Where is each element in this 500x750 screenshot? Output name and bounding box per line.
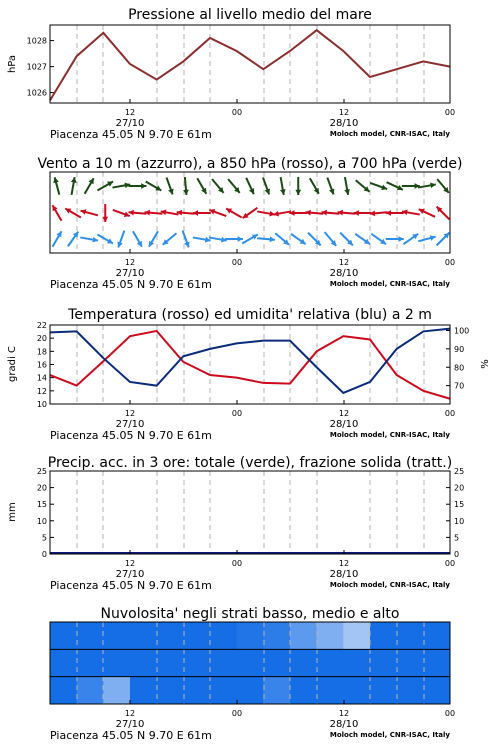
y-tick-label: 15 [36, 500, 47, 510]
location-label: Piacenza 45.05 N 9.70 E 61m [50, 729, 212, 742]
cloud-cell [317, 677, 344, 704]
y-tick-label: 20 [36, 483, 47, 493]
cloud-cell [157, 649, 184, 676]
y-tick-label: 10 [36, 516, 47, 526]
date-label: 28/10 [329, 419, 359, 430]
cloud-cell [50, 649, 77, 676]
cloud-cell [130, 677, 157, 704]
y-tick-label: 1028 [26, 36, 47, 46]
cloud-cell [50, 677, 77, 704]
cloud-cell [237, 622, 264, 649]
wind-arrow-head [305, 210, 310, 216]
date-label: 28/10 [329, 268, 359, 279]
y-axis-label: mm [7, 502, 18, 522]
x-tick-label: 12 [124, 108, 136, 117]
cloud-cell [263, 677, 290, 704]
y-tick-label: 18 [36, 347, 47, 357]
cloud-cell [183, 622, 210, 649]
x-tick-label: 00 [231, 258, 243, 267]
wind-arrow-head [354, 210, 359, 216]
cloud-cell [290, 677, 317, 704]
cloud-cell [157, 622, 184, 649]
precipitation-panel [7, 455, 464, 592]
chart-title: Pressione al livello medio del mare [128, 7, 372, 23]
cloud-cell [423, 649, 450, 676]
x-tick-label: 00 [444, 409, 456, 418]
location-label: Piacenza 45.05 N 9.70 E 61m [50, 128, 212, 141]
y-tick-label: 1027 [26, 62, 47, 72]
cloud-cell [263, 649, 290, 676]
chart-title: Vento a 10 m (azzurro), a 850 hPa (rosso), a 700 hPa (verde) [37, 156, 463, 172]
cloud-cell [370, 622, 397, 649]
cloud-cell [343, 649, 370, 676]
pressure-panel [7, 7, 455, 141]
y-axis-label: hPa [7, 54, 18, 74]
x-tick-label: 12 [124, 409, 136, 418]
y-tick-label: 5 [41, 533, 47, 543]
y-tick-label-right: 25 [454, 467, 465, 476]
y-tick-label-right: 5 [454, 533, 460, 543]
cloud-panel [50, 606, 455, 742]
date-label: 27/10 [115, 419, 145, 430]
y-tick-label: 20 [36, 334, 47, 344]
cloud-cell [130, 622, 157, 649]
cloud-cell [77, 677, 104, 704]
date-label: 27/10 [115, 268, 145, 279]
date-label: 27/10 [115, 569, 145, 580]
x-tick-label: 00 [444, 108, 456, 117]
date-label: 28/10 [329, 569, 359, 580]
cloud-cell [423, 622, 450, 649]
x-tick-label: 00 [444, 709, 456, 718]
y-tick-label: 12 [36, 386, 47, 396]
cloud-cell [210, 677, 237, 704]
wind-arrow-head [270, 236, 275, 242]
cloud-cell [290, 649, 317, 676]
y-tick-label: 14 [36, 373, 47, 383]
x-tick-label: 00 [231, 108, 243, 117]
chart-title: Nuvolosita' negli strati basso, medio e alto [100, 606, 400, 622]
wind-arrow-head [238, 236, 243, 242]
date-label: 27/10 [115, 719, 145, 730]
location-label: Piacenza 45.05 N 9.70 E 61m [50, 278, 212, 291]
cloud-cell [183, 649, 210, 676]
cloud-cell [157, 677, 184, 704]
humidity-line [50, 329, 450, 393]
wind-panel [37, 156, 462, 291]
cloud-cell [210, 622, 237, 649]
y-tick-label-right: 10 [454, 516, 465, 526]
location-label: Piacenza 45.05 N 9.70 E 61m [50, 579, 212, 592]
wind-arrow-head [193, 210, 198, 216]
y-tick-label-right: 80 [454, 363, 465, 373]
y-axis-label-right: % [480, 359, 491, 369]
cloud-cell [130, 649, 157, 676]
cloud-cell [343, 622, 370, 649]
plot-frame [50, 25, 450, 103]
cloud-cell [77, 622, 104, 649]
cloud-cell [370, 649, 397, 676]
temperature-panel [7, 307, 491, 442]
model-credit: Moloch model, CNR-ISAC, Italy [329, 581, 450, 589]
wind-arrow-head [128, 210, 133, 216]
cloud-cell [210, 649, 237, 676]
cloud-cell [343, 677, 370, 704]
x-tick-label: 12 [124, 559, 136, 568]
y-tick-label-right: 20 [454, 483, 465, 493]
wind-arrow-head [370, 210, 375, 216]
cloud-cell [290, 622, 317, 649]
pressure-line [50, 30, 450, 100]
x-tick-label: 12 [338, 709, 350, 718]
cloud-cell [397, 622, 424, 649]
cloud-cell [397, 677, 424, 704]
cloud-cell [103, 622, 130, 649]
cloud-cell [50, 622, 77, 649]
x-tick-label: 12 [124, 258, 136, 267]
model-credit: Moloch model, CNR-ISAC, Italy [329, 280, 450, 288]
y-tick-label: 16 [36, 360, 47, 370]
x-tick-label: 12 [338, 108, 350, 117]
plot-frame [50, 471, 450, 554]
y-axis-label: gradi C [7, 346, 18, 382]
chart-title: Temperatura (rosso) ed umidita' relativa (blu) a 2 m [68, 307, 432, 323]
y-tick-label: 10 [36, 400, 47, 409]
cloud-cell [397, 649, 424, 676]
y-tick-label-right: 100 [454, 326, 470, 336]
y-tick-label-right: 70 [454, 381, 465, 391]
x-tick-label: 00 [231, 559, 243, 568]
x-tick-label: 12 [338, 559, 350, 568]
location-label: Piacenza 45.05 N 9.70 E 61m [50, 429, 212, 442]
cloud-cell [370, 677, 397, 704]
cloud-cell [237, 649, 264, 676]
cloud-cell [103, 649, 130, 676]
wind-arrow-head [386, 210, 391, 216]
x-tick-label: 12 [124, 709, 136, 718]
y-tick-label: 1026 [26, 88, 47, 98]
cloud-cell [183, 677, 210, 704]
y-tick-label-right: 90 [454, 344, 465, 354]
y-tick-label: 0 [41, 550, 47, 559]
cloud-cell [263, 622, 290, 649]
chart-title: Precip. acc. in 3 ore: totale (verde), frazione solida (tratt.) [47, 455, 453, 471]
wind-arrow-head [398, 236, 403, 242]
model-credit: Moloch model, CNR-ISAC, Italy [329, 431, 450, 439]
cloud-cell [317, 622, 344, 649]
date-label: 28/10 [329, 719, 359, 730]
cloud-cell [77, 649, 104, 676]
model-credit: Moloch model, CNR-ISAC, Italy [329, 130, 450, 138]
y-tick-label: 22 [36, 321, 47, 330]
cloud-cell [317, 649, 344, 676]
y-tick-label: 25 [36, 467, 47, 476]
y-tick-label-right: 15 [454, 500, 465, 510]
wind-arrow-head [295, 190, 301, 195]
date-label: 28/10 [329, 118, 359, 129]
wind-arrow-head [141, 183, 146, 189]
y-tick-label-right: 0 [454, 550, 460, 559]
cloud-cell [237, 677, 264, 704]
cloud-cell [103, 677, 130, 704]
x-tick-label: 00 [444, 258, 456, 267]
model-credit: Moloch model, CNR-ISAC, Italy [329, 731, 450, 739]
x-tick-label: 12 [338, 258, 350, 267]
x-tick-label: 00 [231, 409, 243, 418]
cloud-cell [423, 677, 450, 704]
x-tick-label: 00 [231, 709, 243, 718]
x-tick-label: 00 [444, 559, 456, 568]
x-tick-label: 12 [338, 409, 350, 418]
date-label: 27/10 [115, 118, 145, 129]
